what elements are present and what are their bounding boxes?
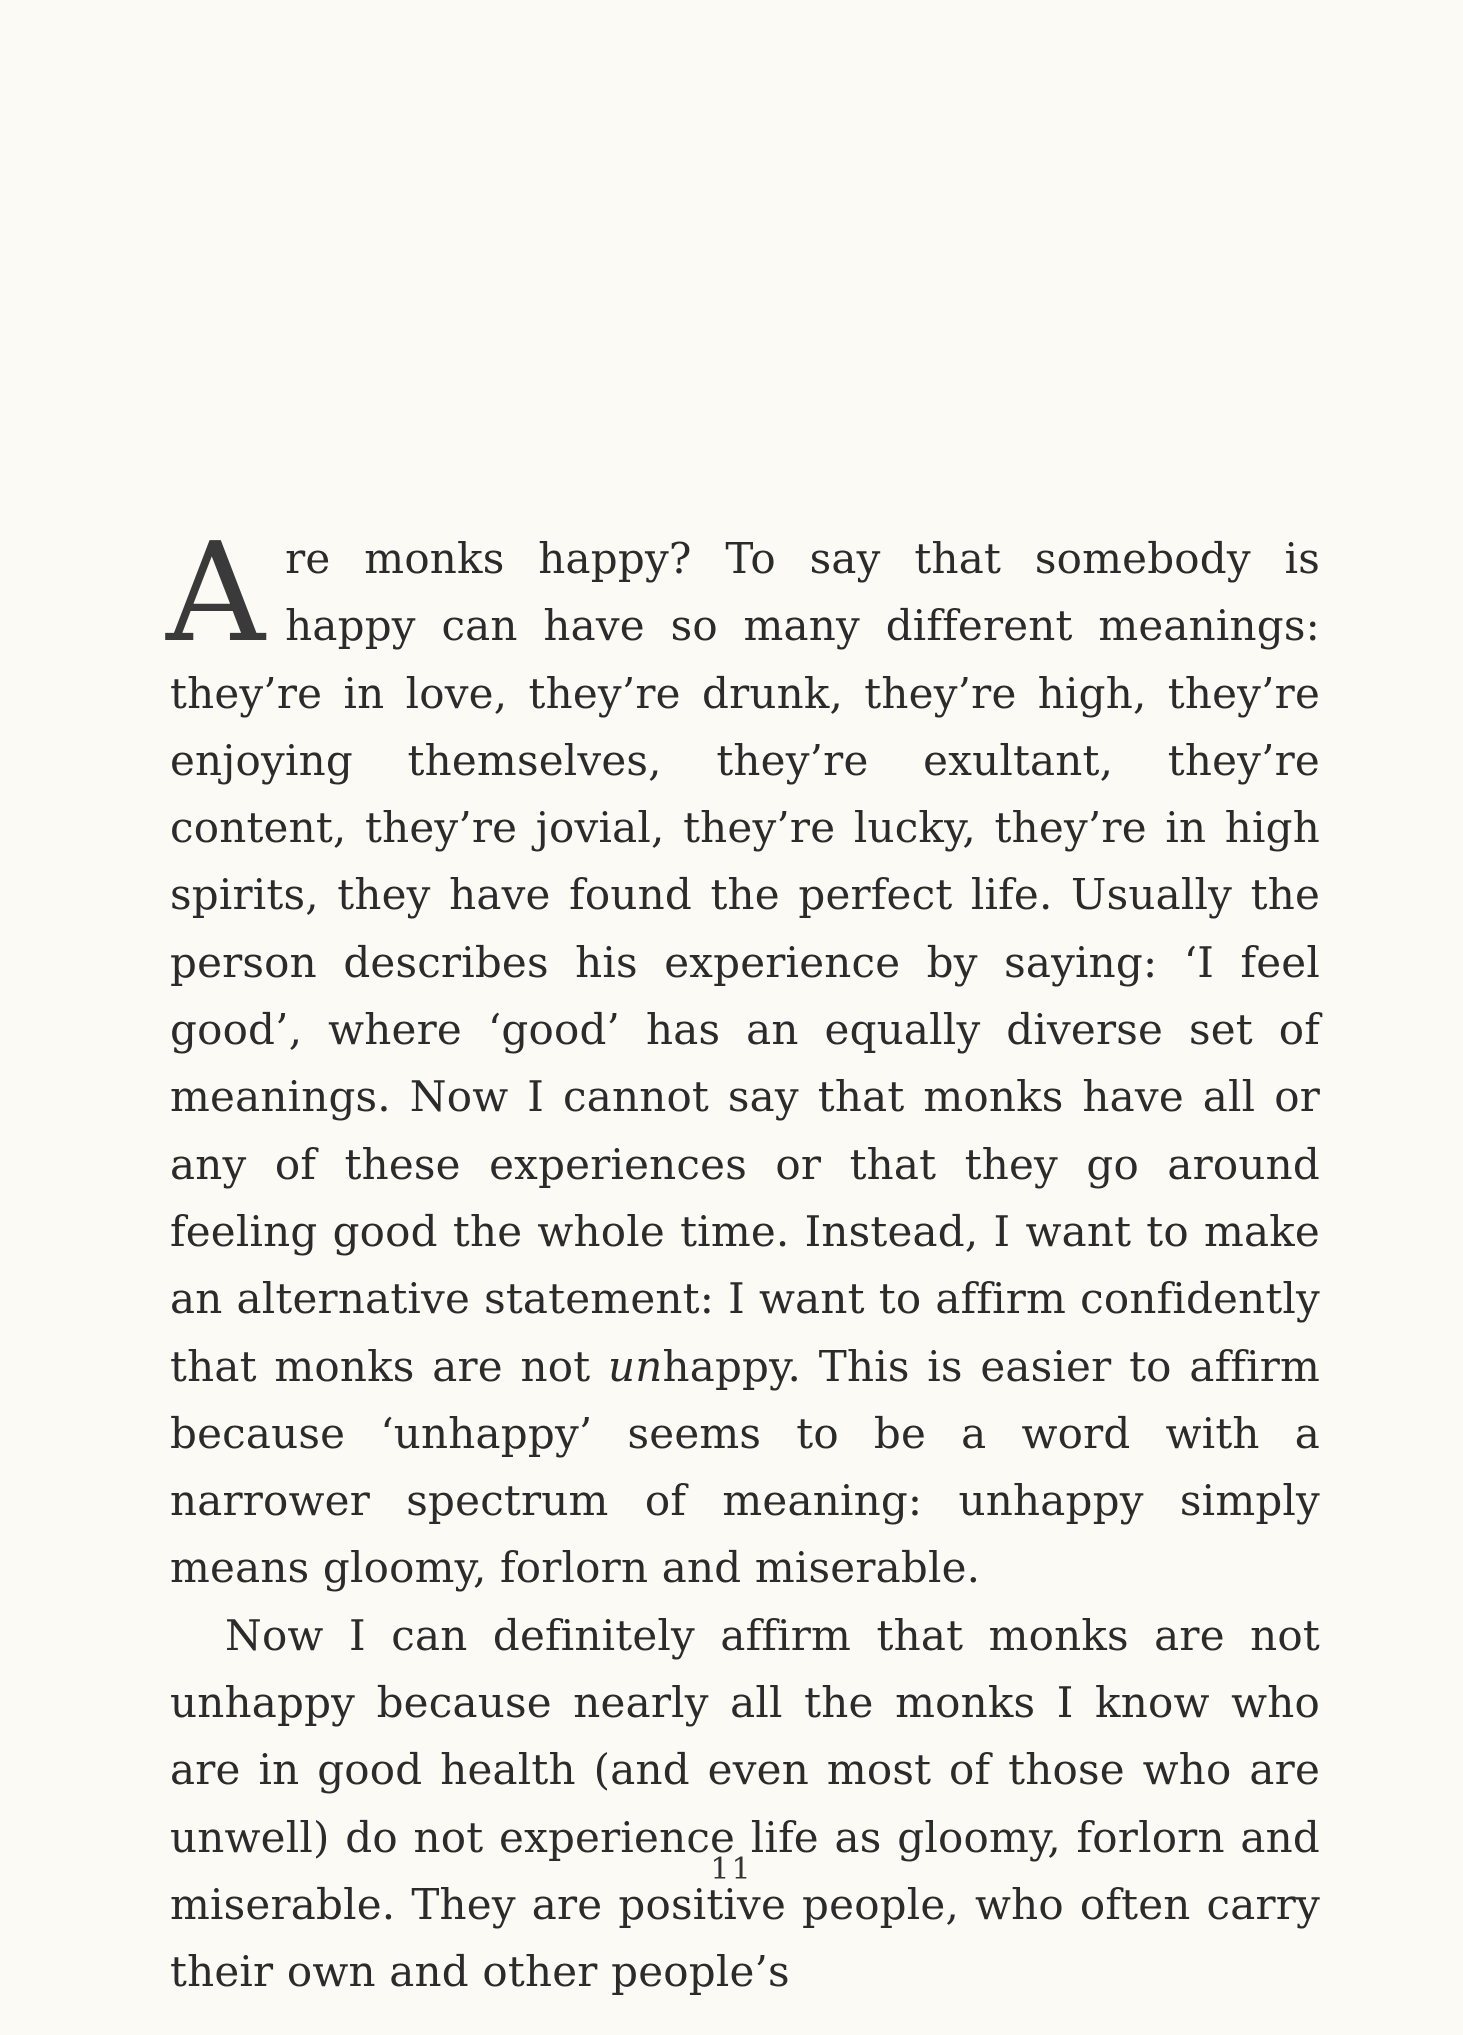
- page-number: 11: [710, 1852, 753, 1887]
- paragraph-2: Now I can definitely affirm that monks are not unhappy because nearly all the monks I know who are in good health (and even most of those who are unwell) do not experience life as gloomy, forlorn and miserable. They are positive people, who often carry their own and other people’s: [170, 1610, 1320, 1997]
- body-text: [166, 514, 1320, 2006]
- drop-cap: A: [166, 514, 266, 673]
- paragraph-1-text-end: happy. This is easier to affirm because ‘unhappy’ seems to be a word with a narrower spectrum of meaning: unhappy simply means gloomy, forlorn and miserable.: [170, 1341, 1320, 1593]
- paragraph-1-text-start: re monks happy? To say that somebody is happy can have so many different meanings: they’re in love, they’re drunk, they’re high, they’re enjoying themselves, they’re exultant, they’re content, they’re jovial, they’re lucky, they’re in high spirits, they have found the perfect life. Usually the person describes his experience by saying: ‘I feel good’, where ‘good’ has an equally diverse set of meanings. Now I cannot say that monks have all or any of these experiences or that they go around feeling good the whole time. Instead, I want to make an alternative statement: I want to affirm confidently that monks are not: [170, 534, 1320, 1391]
- paragraph-1: [166, 514, 1320, 1602]
- italic-emphasis: un: [607, 1341, 663, 1391]
